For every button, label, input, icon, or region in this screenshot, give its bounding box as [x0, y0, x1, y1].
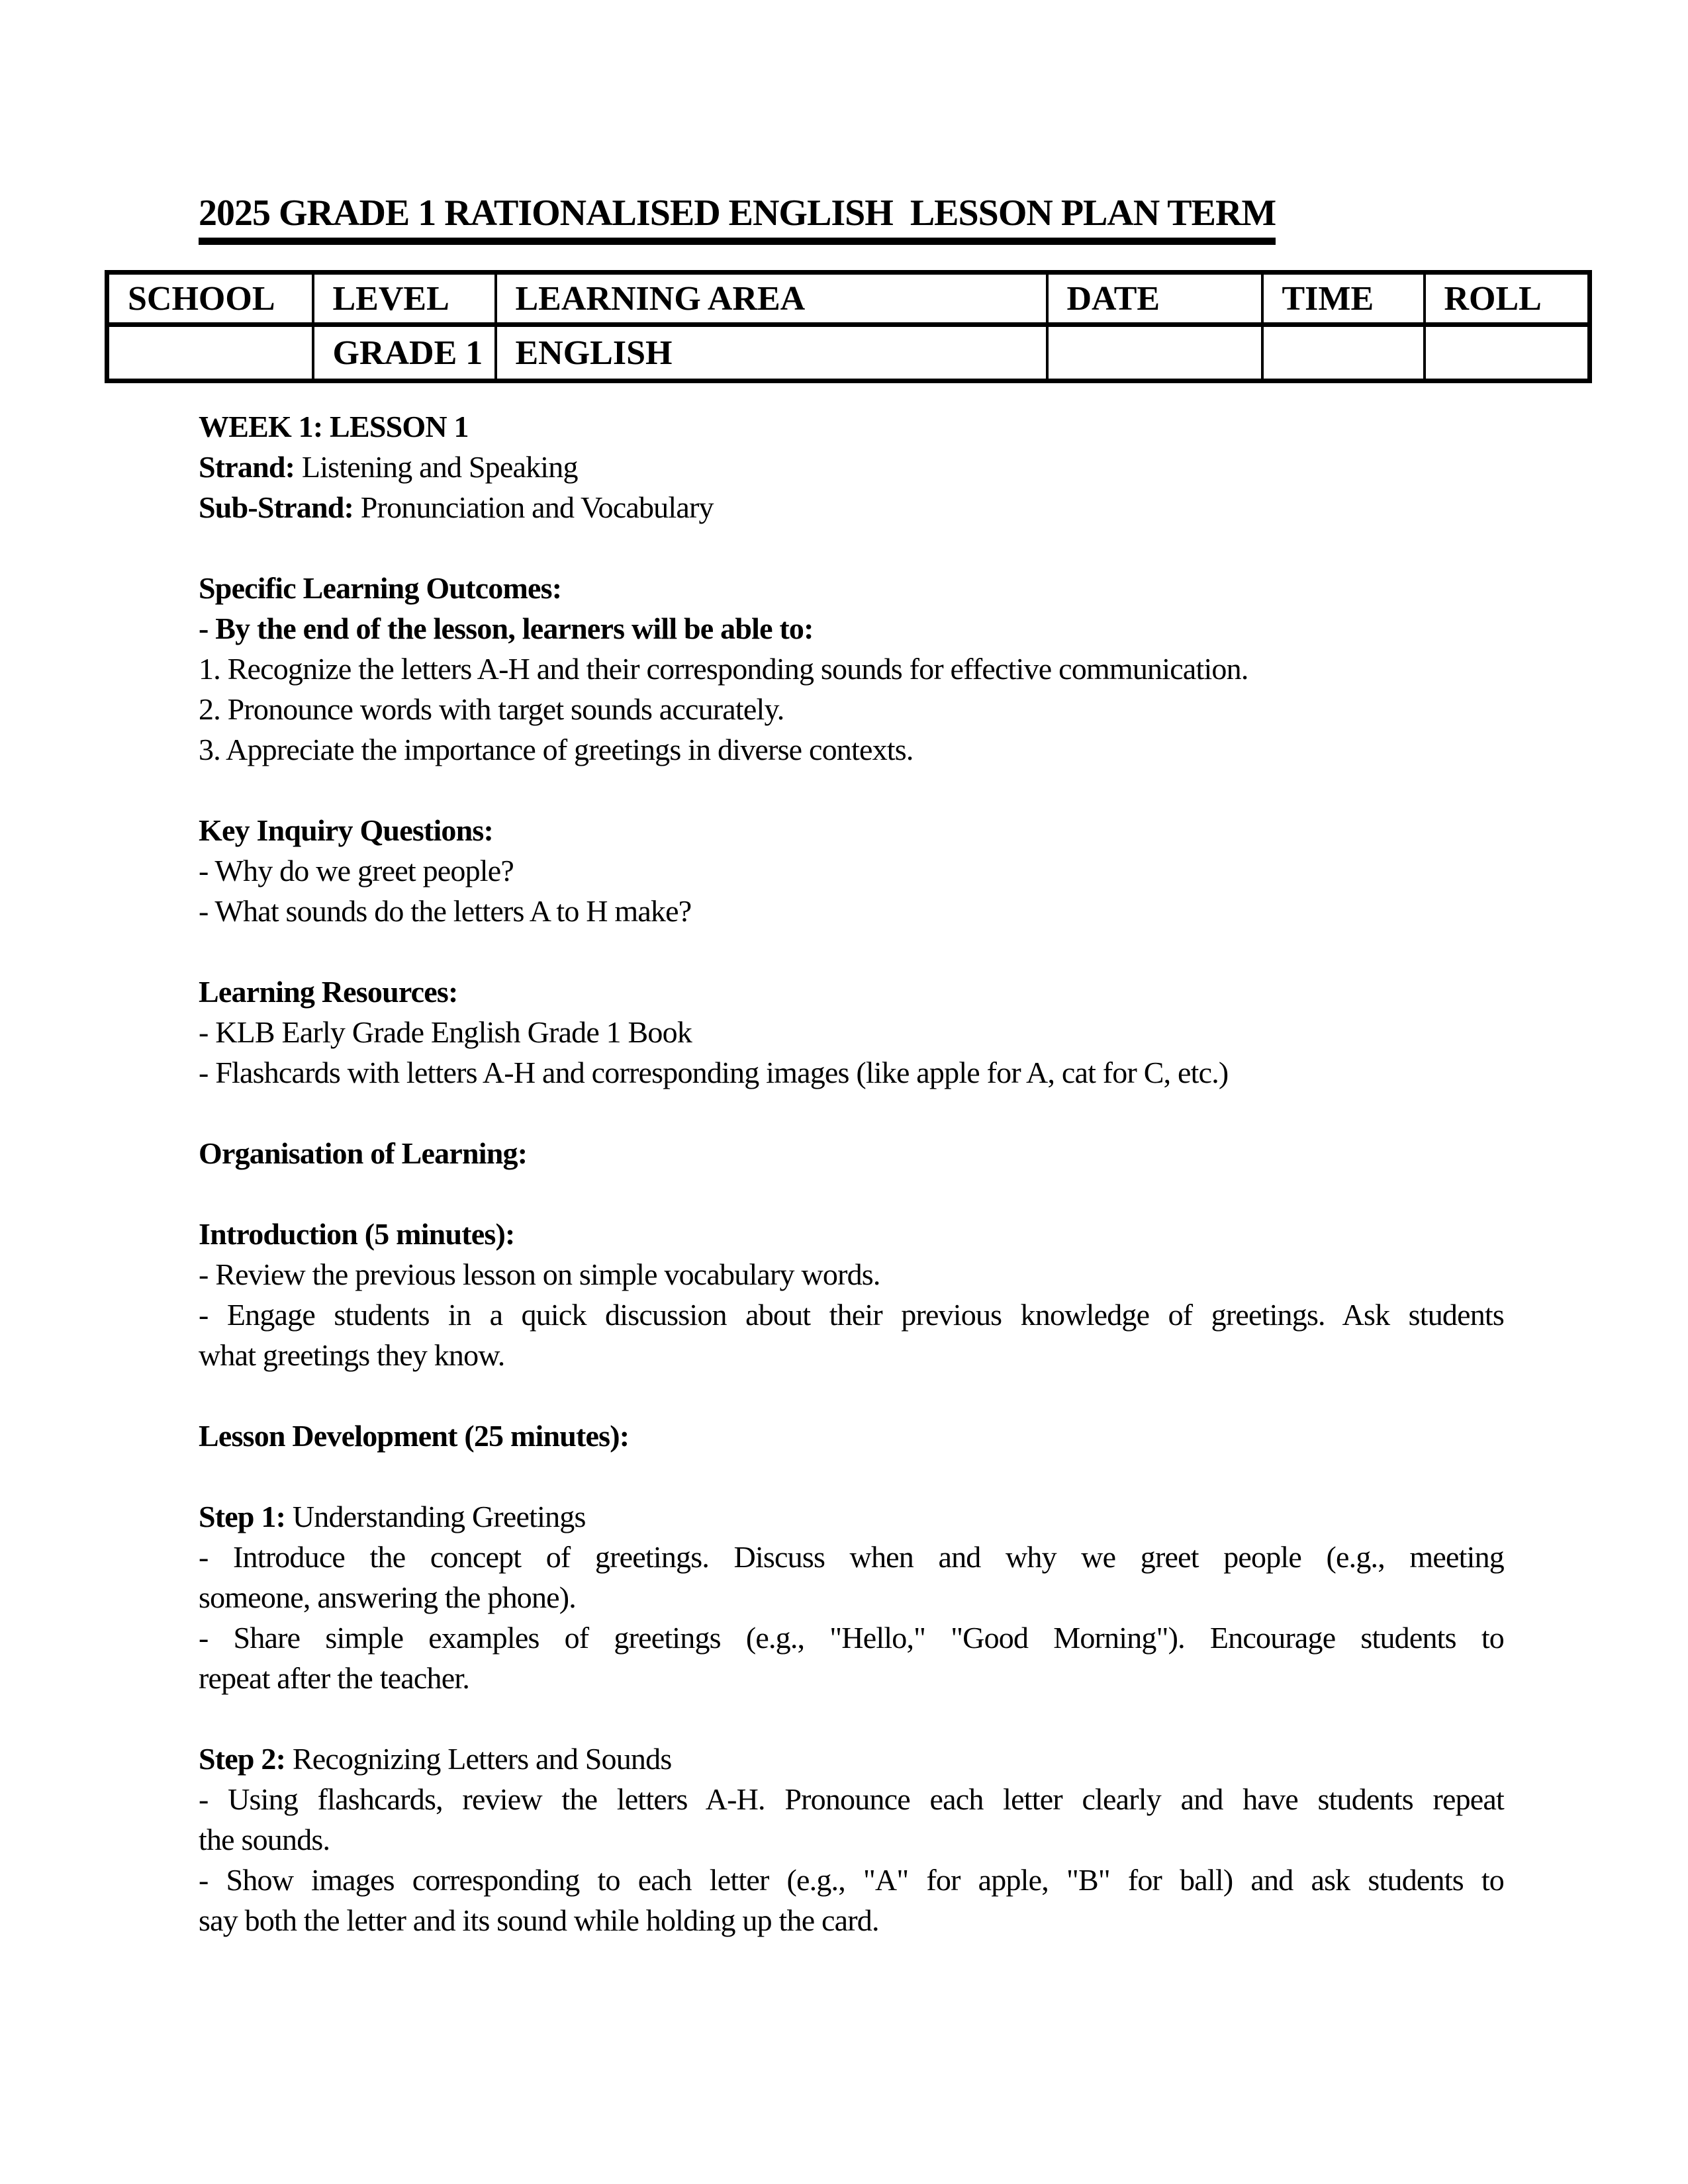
body-line [199, 1819, 1504, 1860]
blank-line [199, 1093, 1504, 1133]
text-run: what greetings they know. [199, 1338, 505, 1372]
body-line [199, 608, 1504, 649]
table-value-row [107, 325, 1590, 381]
body-line [199, 891, 1504, 931]
header-roll: ROLL [1425, 273, 1590, 325]
text-run: - Why do we greet people? [199, 854, 514, 887]
text-run: Learning Resources: [199, 975, 458, 1009]
body-line [199, 1537, 1504, 1577]
body-line [199, 1416, 1504, 1456]
body-line [199, 810, 1504, 850]
body-line [199, 1012, 1504, 1052]
text-run: WEEK 1: LESSON 1 [199, 410, 469, 443]
text-run: - KLB Early Grade English Grade 1 Book [199, 1015, 692, 1049]
header-school: SCHOOL [107, 273, 313, 325]
text-run: - Show images corresponding to each letter (e.g., "A" for apple, "B" for ball) and ask students to [199, 1863, 1504, 1897]
text-run: - Share simple examples of greetings (e.g., "Hello," "Good Morning"). Encourage students to [199, 1621, 1504, 1655]
text-run: someone, answering the phone). [199, 1580, 577, 1614]
cell-roll [1425, 325, 1590, 381]
blank-line [199, 527, 1504, 568]
text-run: 1. Recognize the letters A-H and their corresponding sounds for effective communication. [199, 652, 1248, 686]
header-time: TIME [1262, 273, 1425, 325]
lesson-info-table [105, 270, 1592, 383]
body-line [199, 1295, 1504, 1335]
text-run: - Review the previous lesson on simple vocabulary words. [199, 1257, 880, 1291]
text-run: - What sounds do the letters A to H make? [199, 894, 692, 928]
document-title: 2025 GRADE 1 RATIONALISED ENGLISH LESSON PLAN TERM [199, 193, 1276, 245]
text-run: - Engage students in a quick discussion about their previous knowledge of greetings. Ask students [199, 1298, 1504, 1332]
text-run: Step 2: [199, 1742, 286, 1776]
body-line [199, 1214, 1504, 1254]
body-line [199, 729, 1504, 770]
body-line [199, 568, 1504, 608]
text-run: Pronunciation and Vocabulary [353, 490, 714, 524]
body-line [199, 1900, 1504, 1940]
cell-time [1262, 325, 1425, 381]
text-run: Organisation of Learning: [199, 1136, 528, 1170]
blank-line [199, 1375, 1504, 1416]
body-line [199, 447, 1504, 487]
blank-line [199, 1698, 1504, 1739]
text-run: Recognizing Letters and Sounds [285, 1742, 672, 1776]
header-learning-area: LEARNING AREA [496, 273, 1047, 325]
text-run: Lesson Development (25 minutes): [199, 1419, 630, 1453]
text-run: Strand: [199, 450, 295, 484]
text-run: Specific Learning Outcomes: [199, 571, 562, 605]
text-run: Understanding Greetings [285, 1500, 586, 1533]
header-level: LEVEL [313, 273, 496, 325]
text-run: the sounds. [199, 1823, 330, 1856]
body-line [199, 1052, 1504, 1093]
body-line [199, 1658, 1504, 1698]
table-header-row [107, 273, 1590, 325]
text-run: - By the end of the lesson, learners will be able to: [199, 612, 814, 645]
cell-level: GRADE 1 [313, 325, 496, 381]
body-line [199, 689, 1504, 729]
body-line [199, 649, 1504, 689]
body-line [199, 1779, 1504, 1819]
body-line [199, 1577, 1504, 1617]
blank-line [199, 1173, 1504, 1214]
lesson-body [199, 406, 1504, 1940]
header-date: DATE [1047, 273, 1262, 325]
text-run: say both the letter and its sound while holding up the card. [199, 1903, 879, 1937]
body-line [199, 850, 1504, 891]
body-line [199, 972, 1504, 1012]
body-line [199, 1739, 1504, 1779]
text-run: Listening and Speaking [295, 450, 578, 484]
body-line [199, 487, 1504, 527]
text-run: repeat after the teacher. [199, 1661, 470, 1695]
blank-line [199, 931, 1504, 972]
text-run: Step 1: [199, 1500, 286, 1533]
body-line [199, 1254, 1504, 1295]
blank-line [199, 770, 1504, 810]
text-run: Introduction (5 minutes): [199, 1217, 515, 1251]
cell-school [107, 325, 313, 381]
text-run: - Introduce the concept of greetings. Discuss when and why we greet people (e.g., meeting [199, 1540, 1504, 1574]
text-run: Key Inquiry Questions: [199, 813, 494, 847]
text-run: - Flashcards with letters A-H and corresponding images (like apple for A, cat for C, etc.) [199, 1056, 1229, 1089]
text-run: - Using flashcards, review the letters A-H. Pronounce each letter clearly and have students repeat [199, 1782, 1504, 1816]
cell-date [1047, 325, 1262, 381]
body-line [199, 1617, 1504, 1658]
cell-learning-area: ENGLISH [496, 325, 1047, 381]
body-line [199, 1496, 1504, 1537]
text-run: 3. Appreciate the importance of greetings in diverse contexts. [199, 733, 914, 766]
text-run: Sub-Strand: [199, 490, 354, 524]
body-line [199, 1335, 1504, 1375]
body-line [199, 1860, 1504, 1900]
text-run: 2. Pronounce words with target sounds accurately. [199, 692, 784, 726]
body-line [199, 1133, 1504, 1173]
blank-line [199, 1456, 1504, 1496]
body-line [199, 406, 1504, 447]
